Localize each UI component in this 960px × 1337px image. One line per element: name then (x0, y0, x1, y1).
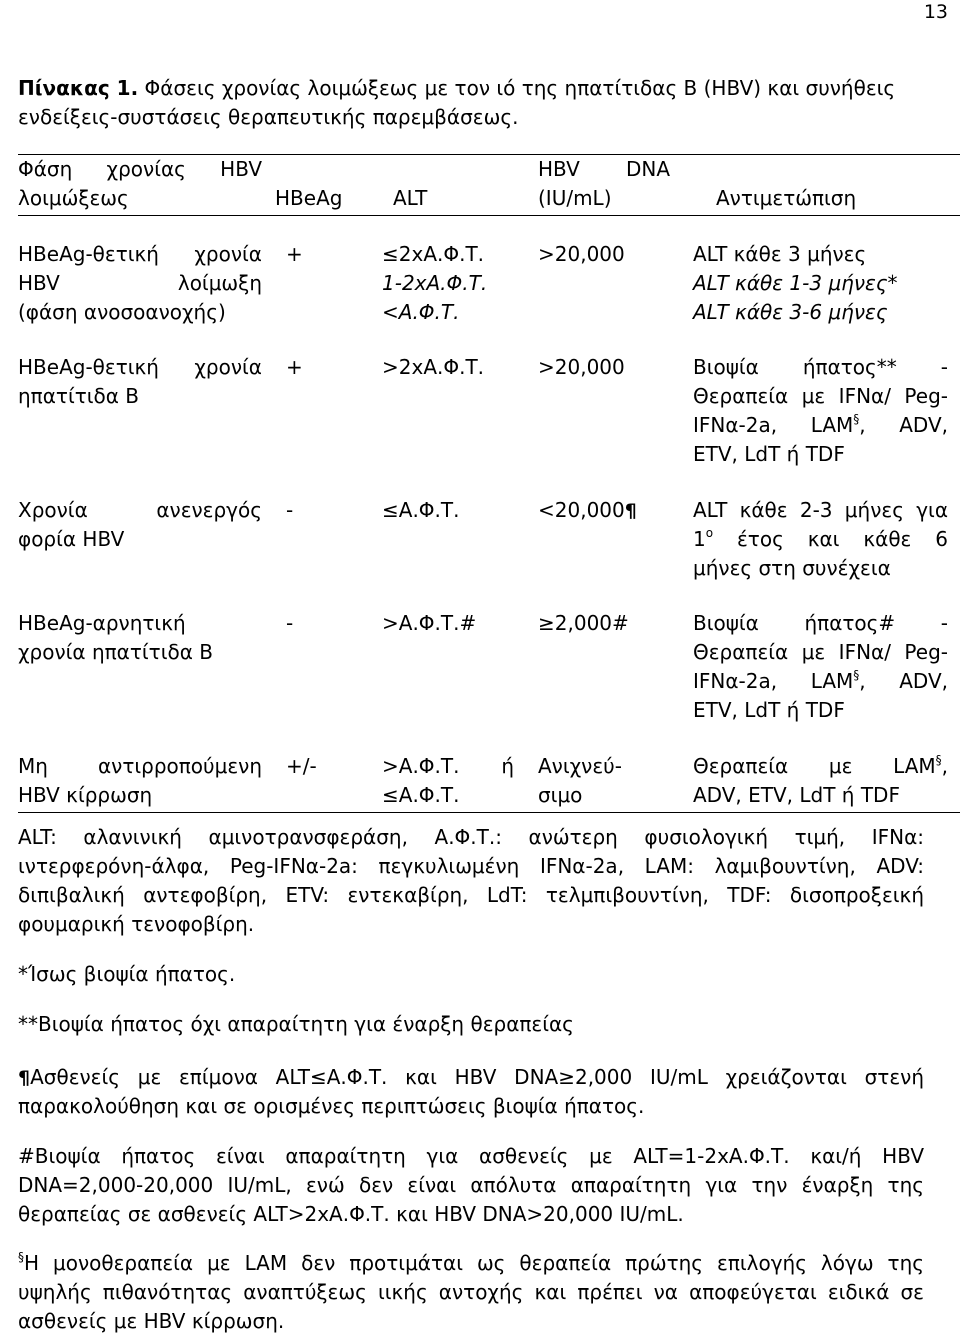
caption-label: Πίνακας 1. (18, 76, 139, 100)
row2-dna: >20,000 (538, 355, 625, 379)
row4-phase: HBeAg-αρνητική χρονία ηπατίτιδα Β (18, 611, 213, 664)
footnote-star: *Ίσως βιοψία ήπατος. (18, 962, 236, 986)
footnote-pilcrow: ¶Ασθενείς με επίμονα ALT≤Α.Φ.Τ. και HBV DNA≥2,000 IU/mL χρειάζονται στενή παρακολούθηση και σε ορισμένες περιπτώσεις βιοψία ήπατος. (18, 1065, 924, 1118)
table-caption (18, 74, 938, 132)
header-hbeag: HBeAg (275, 186, 343, 210)
row4-management: Βιοψία ήπατος# - Θεραπεία με IFNα/ Peg- IFNα-2a, LAM§, ADV, ETV, LdT ή TDF (693, 611, 949, 722)
row3-hbeag: - (286, 498, 294, 522)
pilcrow-mark: ¶ (624, 500, 637, 522)
row2-alt: >2xΑ.Φ.Τ. (382, 355, 485, 379)
header-management: Αντιμετώπιση (716, 186, 857, 210)
caption-text-line2: ενδείξεις-συστάσεις θεραπευτικής παρεμβάσεως. (18, 105, 519, 129)
pilcrow-symbol: ¶ (18, 1067, 31, 1089)
row5-alt: >Α.Φ.Τ. ή ≤Α.Φ.Τ. (382, 754, 514, 807)
row5-management: Θεραπεία με LAM§, ADV, ETV, LdT ή TDF (693, 753, 948, 807)
row2-phase: HBeAg-θετική χρονία ηπατίτιδα Β (18, 355, 262, 408)
row1-phase: HBeAg-θετική χρονία HBV λοίμωξη (φάση ανοσοανοχής) (18, 242, 262, 324)
footnote-section: §Η μονοθεραπεία με LAM δεν προτιμάται ως θεραπεία πρώτης επιλογής λόγω της υψηλής πιθανότητας αναπτύξεως ιικής αντοχής και πρέπει να αποφεύγεται ειδικά σε ασθενείς με HBV κίρρωση. (18, 1250, 924, 1333)
row2-hbeag: + (286, 355, 303, 379)
row5-dna: Ανιχνεύ- σιμο (538, 754, 622, 807)
caption-text-line1: Φάσεις χρονίας λοιμώξεως με τον ιό της ηπατίτιδας Β (HBV) και συνήθεις (138, 76, 896, 100)
footnote-hash: #Βιοψία ήπατος είναι απαραίτητη για ασθενείς με ALT=1-2xΑ.Φ.Τ. και/ή HBV DNA=2,000-20,000 IU/mL, ενώ δεν είναι απόλυτα απαραίτητη για την έναρξη της θεραπείας σε ασθενείς ALT>2xΑ.Φ.Τ. και HBV DNA>20,000 IU/mL. (18, 1144, 924, 1226)
table-header-rule (18, 215, 960, 216)
section-mark: § (18, 1250, 24, 1264)
row3-alt: ≤Α.Φ.Τ. (382, 498, 460, 522)
row1-dna: >20,000 (538, 242, 625, 266)
row2-management: Βιοψία ήπατος** - Θεραπεία με IFNα/ Peg- IFNα-2a, LAM§, ADV, ETV, LdT ή TDF (693, 355, 949, 466)
header-phase: Φάση χρονίας HBV λοιμώξεως (18, 157, 262, 210)
row1-management: ALT κάθε 3 μήνες ALT κάθε 1-3 μήνες* ALT κάθε 3-6 μήνες (693, 242, 898, 324)
header-alt: ALT (393, 186, 428, 210)
row3-phase: Χρονία ανενεργός φορία HBV (18, 498, 262, 551)
row1-hbeag: + (286, 242, 303, 266)
footnote-double-star: **Βιοψία ήπατος όχι απαραίτητη για έναρξη θεραπείας (18, 1012, 574, 1036)
footnote-abbreviations: ALT: αλανινική αμινοτρανσφεράση, Α.Φ.Τ.: ανώτερη φυσιολογική τιμή, IFNα: ιντερφερόνη-άλφα, Peg-IFNα-2a: πεγκυλιωμένη IFNα-2a, LAM: λαμιβουντίνη, ADV: διπιβαλική αντεφοβίρη, ETV: εντεκαβίρη, LdT: τελμπιβουντίνη, TDF: δισοπροξεική φουμαρική τενοφοβίρη. (18, 825, 924, 936)
row4-alt: >Α.Φ.Τ.# (382, 611, 477, 635)
page-number: 13 (923, 1, 948, 23)
row3-dna: <20,000¶ (538, 498, 637, 522)
row5-hbeag: +/- (286, 754, 317, 778)
table-bottom-rule (18, 812, 960, 813)
header-hbv-dna: HBV DNA (IU/mL) (538, 157, 670, 210)
row3-management: ALT κάθε 2-3 μήνες για $1^o$ έτος και κάθε 6 μήνες στη συνέχεια (693, 498, 948, 580)
row5-phase: Μη αντιρροπούμενη HBV κίρρωση (18, 754, 262, 807)
row4-hbeag: - (286, 611, 294, 635)
row4-dna: ≥2,000# (538, 611, 629, 635)
row1-alt: ≤2xΑ.Φ.Τ. 1-2xΑ.Φ.Τ. <Α.Φ.Τ. (382, 242, 488, 324)
